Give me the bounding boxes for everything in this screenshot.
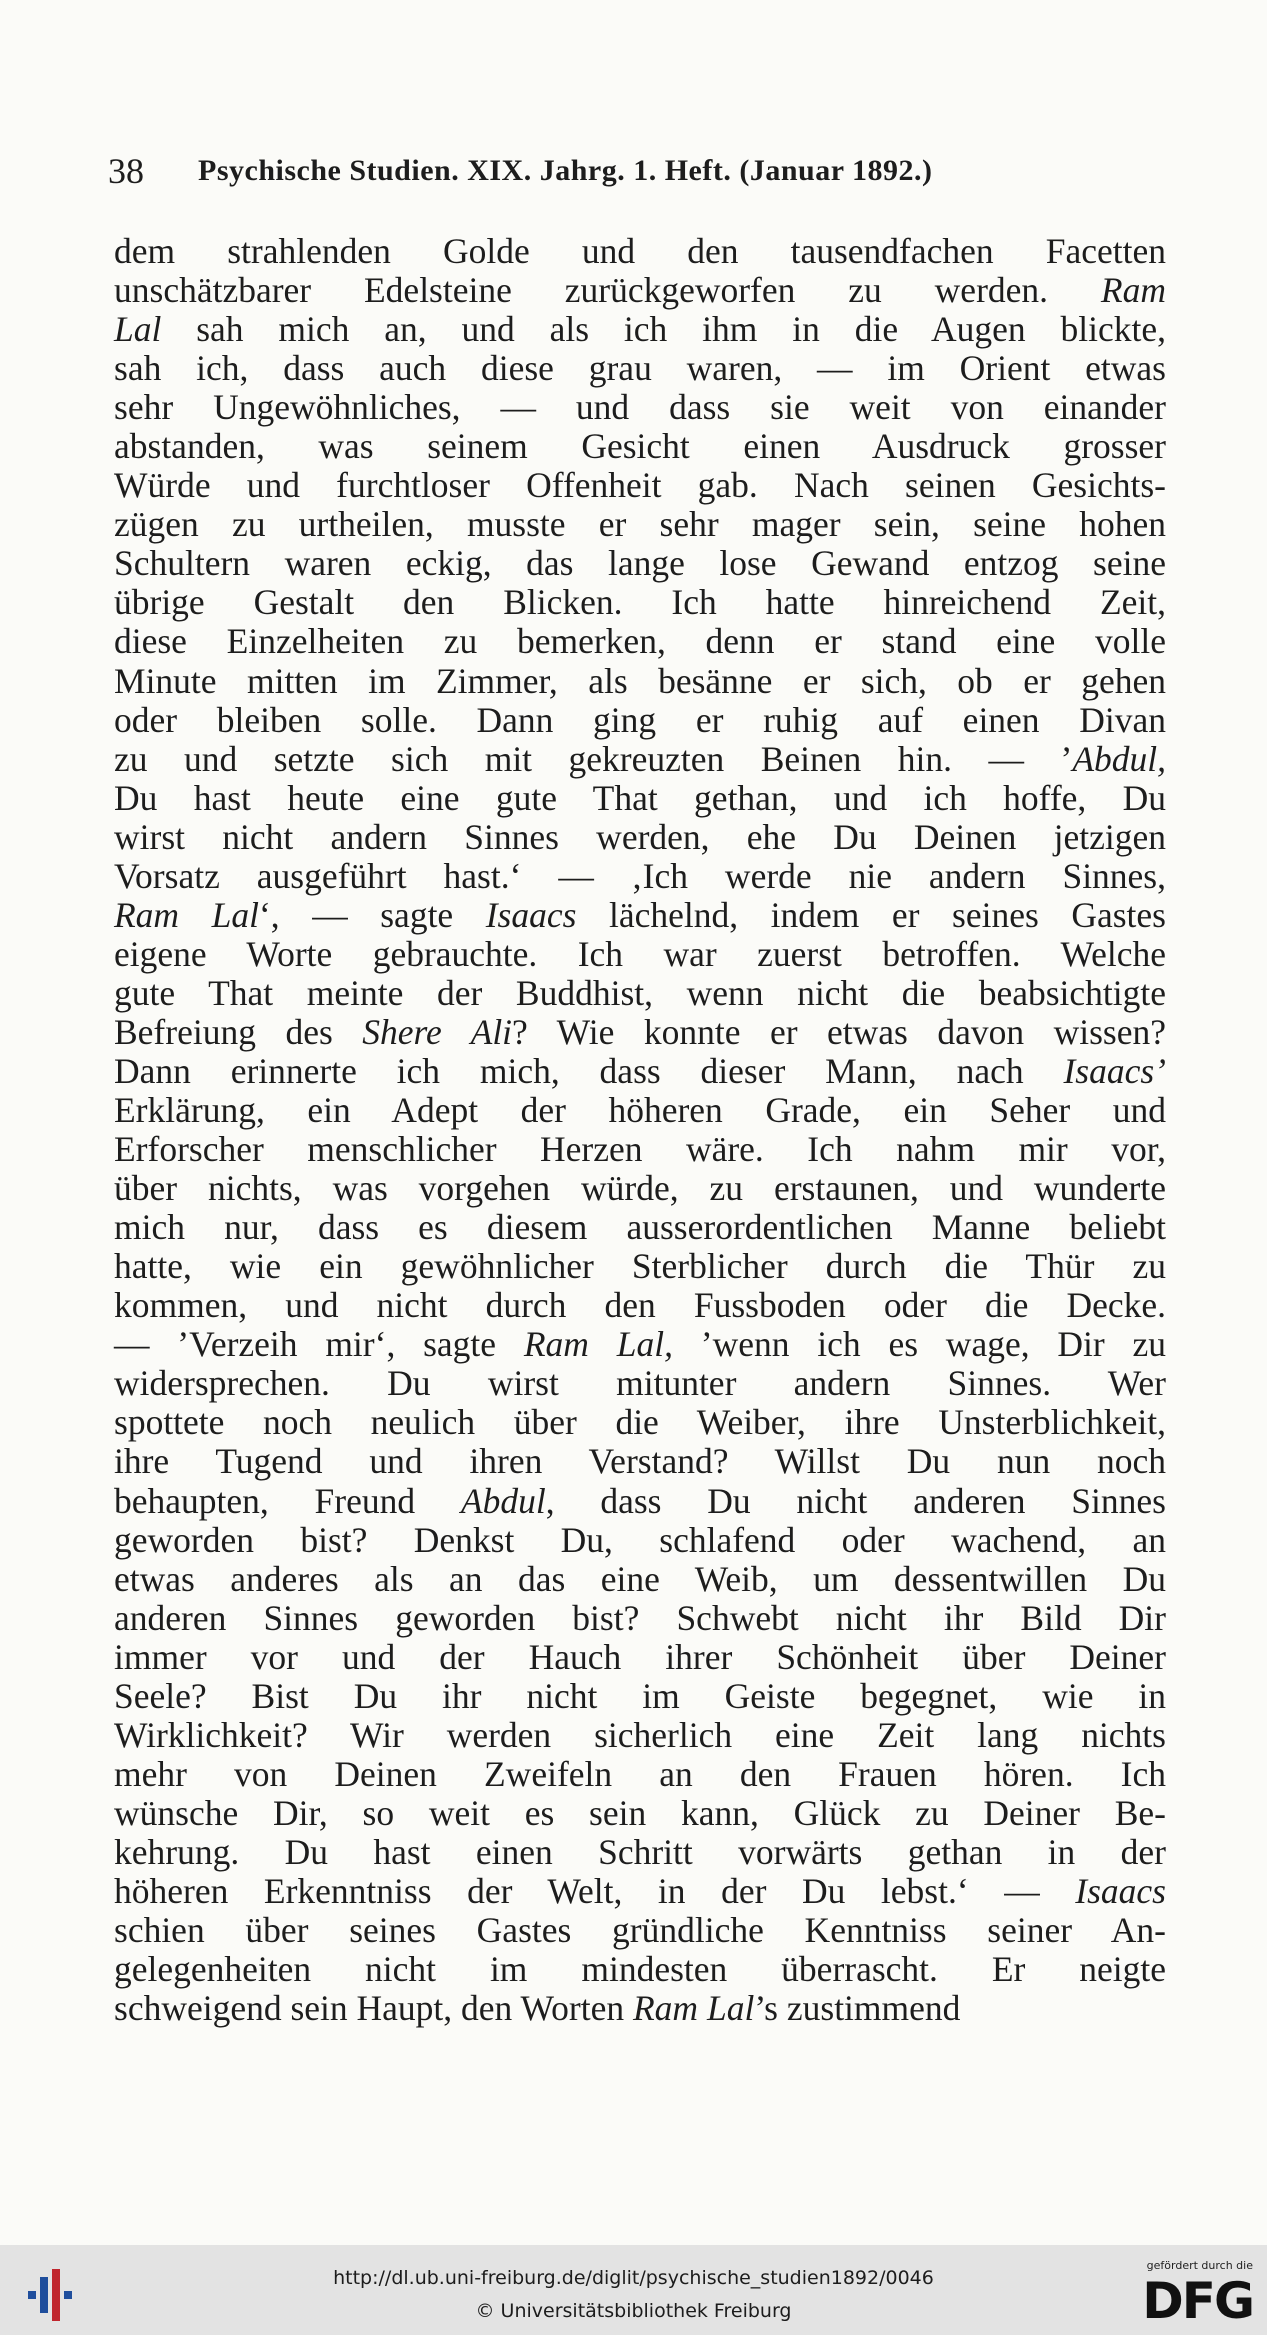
text-run: ihre Tugend und ihren Verstand? Willst Du nun noch <box>114 1441 1166 1482</box>
text-line <box>114 583 1166 622</box>
text-run: Schultern waren eckig, das lange lose Gewand entzog seine <box>114 543 1166 584</box>
text-run: ? Wie konnte er etwas davon wissen? <box>512 1011 1167 1052</box>
text-run: Erforscher menschlicher Herzen wäre. Ich nahm mir vor, <box>114 1129 1166 1170</box>
italic-name-run: Abdul <box>460 1480 546 1521</box>
text-run: Vorsatz ausgeführt hast.‘ — ‚Ich werde nie andern Sinnes, <box>114 855 1166 896</box>
text-line <box>114 935 1166 974</box>
text-run: mehr von Deinen Zweifeln an den Frauen hören. Ich <box>114 1753 1166 1794</box>
text-line <box>114 1989 1166 2028</box>
text-line <box>114 1950 1166 1989</box>
text-line <box>114 427 1166 466</box>
text-line <box>114 232 1166 271</box>
text-run: zu und setzte sich mit gekreuzten Beinen hin. — ’ <box>114 738 1073 779</box>
text-line <box>114 310 1166 349</box>
text-run: über nichts, was vorgehen würde, zu erstaunen, und wunderte <box>114 1168 1166 1209</box>
text-line <box>114 1091 1166 1130</box>
text-line <box>114 271 1166 310</box>
text-line <box>114 622 1166 661</box>
sponsor-note: gefördert durch die <box>1146 2259 1253 2272</box>
text-run: Dann erinnerte ich mich, dass dieser Mann, nach <box>114 1050 1064 1091</box>
text-line <box>114 1052 1166 1091</box>
text-line <box>114 1716 1166 1755</box>
body-text <box>114 232 1166 2028</box>
text-line <box>114 349 1166 388</box>
italic-name-run: Ram Lal <box>633 1988 755 2029</box>
text-line <box>114 1638 1166 1677</box>
text-line <box>114 662 1166 701</box>
text-run: eigene Worte gebrauchte. Ich war zuerst betroffen. Welche <box>114 933 1166 974</box>
text-line <box>114 779 1166 818</box>
text-line <box>114 1911 1166 1950</box>
text-run: oder bleiben solle. Dann ging er ruhig auf einen Divan <box>114 699 1166 740</box>
text-run: spottete noch neulich über die Weiber, ihre Unsterblichkeit, <box>114 1402 1166 1443</box>
text-line <box>114 1208 1166 1247</box>
text-line <box>114 974 1166 1013</box>
text-run: gelegenheiten nicht im mindesten überrascht. Er neigte <box>114 1949 1166 1990</box>
text-run: , dass Du nicht anderen Sinnes <box>545 1480 1166 1521</box>
text-line <box>114 857 1166 896</box>
text-run: mich nur, dass es diesem ausserordentlichen Manne beliebt <box>114 1207 1166 1248</box>
text-line <box>114 466 1166 505</box>
text-run: schweigend sein Haupt, den Worten <box>114 1988 633 2029</box>
text-run: gute That meinte der Buddhist, wenn nicht die beabsichtigte <box>114 972 1166 1013</box>
text-line <box>114 1560 1166 1599</box>
text-run: sah mich an, und als ich ihm in die Augen blickte, <box>161 309 1166 350</box>
text-run: wünsche Dir, so weit es sein kann, Glück zu Deiner Be- <box>114 1792 1166 1833</box>
running-head: Psychische Studien. XIX. Jahrg. 1. Heft. (Januar 1892.) <box>198 154 933 187</box>
italic-name-run: Abdul, <box>1072 738 1166 779</box>
page-header <box>108 150 1168 190</box>
text-run: ‘, — sagte <box>258 894 486 935</box>
text-run: dem strahlenden Golde und den tausendfachen Facetten <box>114 231 1166 271</box>
italic-name-run: Ram Lal <box>114 894 259 935</box>
text-line <box>114 1013 1166 1052</box>
italic-name-run: Shere Ali <box>362 1011 513 1052</box>
text-line <box>114 1521 1166 1560</box>
text-run: höheren Erkenntniss der Welt, in der Du lebst.‘ — <box>114 1870 1076 1911</box>
text-run: behaupten, Freund <box>114 1480 461 1521</box>
text-run: unschätzbarer Edelsteine zurückgeworfen zu werden. <box>114 270 1101 311</box>
text-line <box>114 1755 1166 1794</box>
text-run: lächelnd, indem er seines Gastes <box>576 894 1166 935</box>
text-line <box>114 1599 1166 1638</box>
text-line <box>114 896 1166 935</box>
italic-name-run: Lal <box>114 309 162 350</box>
text-line <box>114 1247 1166 1286</box>
text-run: kommen, und nicht durch den Fussboden oder die Decke. <box>114 1285 1166 1326</box>
text-line <box>114 1286 1166 1325</box>
copyright-notice: © Universitätsbibliothek Freiburg <box>475 2300 792 2322</box>
text-line <box>114 1677 1166 1716</box>
text-run: sah ich, dass auch diese grau waren, — im Orient etwas <box>114 348 1166 389</box>
text-run: sehr Ungewöhnliches, — und dass sie weit von einander <box>114 387 1166 428</box>
text-run: Befreiung des <box>114 1011 363 1052</box>
text-line <box>114 1130 1166 1169</box>
italic-name-run: Isaacs <box>485 894 577 935</box>
text-run: geworden bist? Denkst Du, schlafend oder wachend, an <box>114 1519 1166 1560</box>
text-run: widersprechen. Du wirst mitunter andern Sinnes. Wer <box>114 1363 1166 1404</box>
text-run: Du hast heute eine gute That gethan, und ich hoffe, Du <box>114 777 1166 818</box>
italic-name-run: Ram Lal, <box>523 1324 673 1365</box>
text-line <box>114 740 1166 779</box>
dfg-logo: DFG <box>1142 2272 1253 2330</box>
text-line <box>114 1833 1166 1872</box>
text-run: übrige Gestalt den Blicken. Ich hatte hinreichend Zeit, <box>114 582 1166 623</box>
text-run: immer vor und der Hauch ihrer Schönheit über Deiner <box>114 1636 1166 1677</box>
italic-name-run: Isaacs’ <box>1063 1050 1166 1091</box>
text-run: anderen Sinnes geworden bist? Schwebt nicht ihr Bild Dir <box>114 1597 1166 1638</box>
text-line <box>114 1364 1166 1403</box>
footer-bar <box>0 2245 1267 2335</box>
text-run: kehrung. Du hast einen Schritt vorwärts gethan in der <box>114 1831 1166 1872</box>
text-run: Würde und furchtloser Offenheit gab. Nach seinen Gesichts- <box>114 465 1166 506</box>
text-line <box>114 1169 1166 1208</box>
text-line <box>114 1794 1166 1833</box>
source-url-link[interactable]: http://dl.ub.uni-freiburg.de/diglit/psychische_studien1892/0046 <box>333 2267 934 2289</box>
text-run: zügen zu urtheilen, musste er sehr mager sein, seine hohen <box>114 504 1166 545</box>
text-line <box>114 1403 1166 1442</box>
text-run: ’wenn ich es wage, Dir zu <box>672 1324 1167 1365</box>
text-line <box>114 818 1166 857</box>
text-run: Erklärung, ein Adept der höheren Grade, ein Seher und <box>114 1090 1166 1131</box>
text-run: hatte, wie ein gewöhnlicher Sterblicher durch die Thür zu <box>114 1246 1166 1287</box>
text-run: abstanden, was seinem Gesicht einen Ausdruck grosser <box>114 426 1166 467</box>
text-run: etwas anderes als an das eine Weib, um dessentwillen Du <box>114 1558 1166 1599</box>
text-run: diese Einzelheiten zu bemerken, denn er stand eine volle <box>114 621 1166 662</box>
text-run: — ’Verzeih mir‘, sagte <box>114 1324 524 1365</box>
text-line <box>114 701 1166 740</box>
text-run: schien über seines Gastes gründliche Kenntniss seiner An- <box>114 1910 1166 1951</box>
italic-name-run: Ram <box>1100 270 1166 311</box>
text-line <box>114 1325 1166 1364</box>
text-line <box>114 544 1166 583</box>
text-run: Wirklichkeit? Wir werden sicherlich eine Zeit lang nichts <box>114 1714 1166 1755</box>
text-run: ’s zustimmend <box>754 1988 961 2029</box>
page-number: 38 <box>108 151 144 191</box>
italic-name-run: Isaacs <box>1075 1870 1166 1911</box>
text-run: Seele? Bist Du ihr nicht im Geiste begegnet, wie in <box>114 1675 1166 1716</box>
text-line <box>114 1442 1166 1481</box>
text-run: wirst nicht andern Sinnes werden, ehe Du Deinen jetzigen <box>114 816 1166 857</box>
text-line <box>114 1482 1166 1521</box>
text-line <box>114 388 1166 427</box>
text-run: Minute mitten im Zimmer, als besänne er sich, ob er gehen <box>114 660 1166 701</box>
text-line <box>114 1872 1166 1911</box>
text-line <box>114 505 1166 544</box>
